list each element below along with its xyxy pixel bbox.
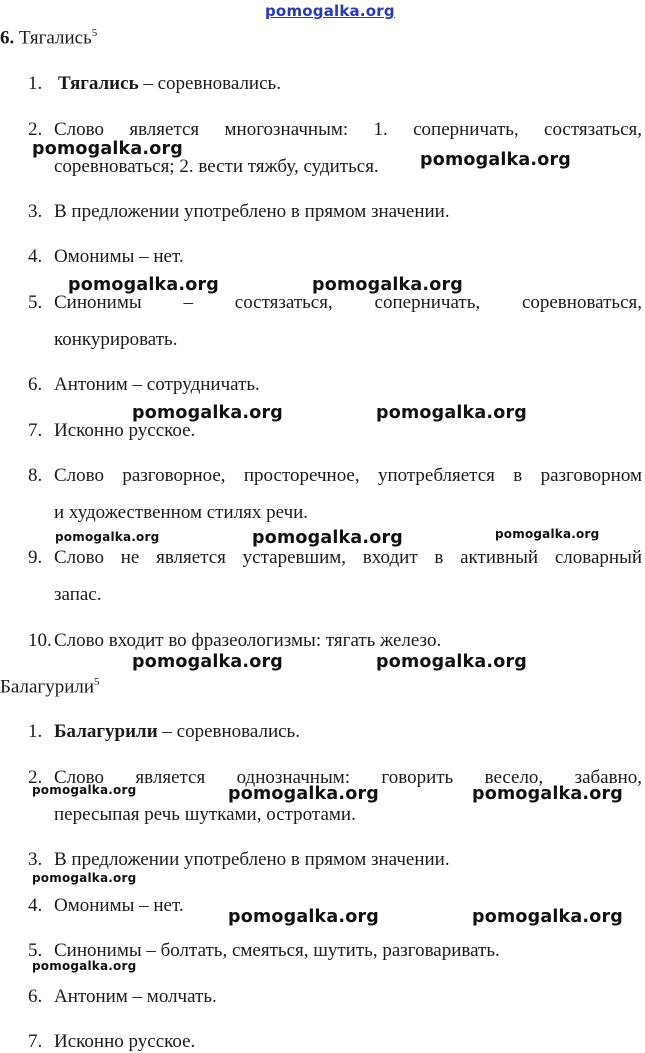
- list-item: Исконно русское.: [54, 420, 196, 441]
- list-item: Антоним – молчать.: [54, 986, 217, 1007]
- list-item-line: соревноваться; 2. вести тяжбу, судиться.: [54, 156, 379, 177]
- section-1-word: Тягались: [19, 27, 92, 49]
- item-number: 3.: [28, 201, 43, 222]
- item-number: 5.: [28, 940, 43, 961]
- section-2-word: Балагурили: [0, 676, 95, 698]
- item-number: 6.: [28, 374, 43, 395]
- list-item: Антоним – сотрудничать.: [54, 374, 260, 395]
- item-number: 2.: [28, 767, 43, 788]
- watermark: pomogalka.org: [32, 871, 137, 885]
- watermark: pomogalka.org: [228, 907, 380, 927]
- item-number: 8.: [28, 465, 43, 486]
- item-number: 1.: [28, 73, 43, 94]
- term-bold: Балагурили: [54, 721, 158, 742]
- list-item: Омонимы – нет.: [54, 246, 184, 267]
- list-item-line: запас.: [54, 584, 102, 605]
- list-item-line: и художественном стилях речи.: [54, 502, 309, 523]
- list-item-line: пересыпая речь шутками, остротами.: [54, 804, 356, 825]
- item-number: 2.: [28, 119, 43, 140]
- watermark: pomogalka.org: [420, 150, 572, 170]
- section-1-sup: 5: [91, 27, 98, 39]
- item-number: 7.: [28, 1031, 43, 1052]
- item-number: 6.: [28, 986, 43, 1007]
- list-item: [58, 74, 281, 93]
- watermark: pomogalka.org: [495, 527, 600, 541]
- watermark: pomogalka.org: [132, 652, 284, 672]
- watermark: pomogalka.org: [376, 652, 528, 672]
- watermark: pomogalka.org: [376, 403, 528, 423]
- item-number: 7.: [28, 420, 43, 441]
- list-item-line: Слово является многозначным: 1. соперничать, состязаться,: [54, 119, 642, 140]
- watermark: pomogalka.org: [132, 403, 284, 423]
- watermark: pomogalka.org: [228, 784, 380, 804]
- list-item-line: Слово не является устаревшим, входит в активный словарный: [54, 547, 642, 568]
- watermark: pomogalka.org: [252, 528, 404, 548]
- item-number: 5.: [28, 292, 43, 313]
- item-number: 10.: [28, 630, 52, 651]
- item-number: 9.: [28, 547, 43, 568]
- watermark: pomogalka.org: [55, 530, 160, 544]
- section-2-heading: [0, 676, 100, 698]
- list-item: В предложении употреблено в прямом значении.: [54, 201, 450, 222]
- list-item-line: Синонимы – состязаться, соперничать, соревноваться,: [54, 292, 642, 313]
- item-number: 4.: [28, 246, 43, 267]
- term-bold: Тягались: [58, 73, 139, 94]
- watermark: pomogalka.org: [312, 275, 464, 295]
- watermark: pomogalka.org: [32, 783, 137, 797]
- watermark-top[interactable]: pomogalka.org: [265, 2, 395, 20]
- item-number: 1.: [28, 721, 43, 742]
- watermark: pomogalka.org: [32, 959, 137, 973]
- watermark: pomogalka.org: [472, 907, 624, 927]
- list-item: Слово входит во фразеологизмы: тягать железо.: [54, 630, 442, 651]
- section-1-heading: [0, 27, 97, 49]
- list-item: [54, 722, 300, 741]
- list-item-line: Слово является однозначным: говорить весело, забавно,: [54, 767, 642, 788]
- section-2-sup: 5: [94, 676, 100, 688]
- section-1-number: 6.: [0, 27, 15, 49]
- list-item: Омонимы – нет.: [54, 895, 184, 916]
- watermark: pomogalka.org: [472, 784, 624, 804]
- list-item-line: конкурировать.: [54, 329, 178, 350]
- list-item-line: Слово разговорное, просторечное, употребляется в разговорном: [54, 465, 642, 486]
- term-definition: – соревновались.: [138, 73, 281, 94]
- watermark: pomogalka.org: [32, 139, 184, 159]
- watermark: pomogalka.org: [68, 275, 220, 295]
- list-item: Синонимы – болтать, смеяться, шутить, разговаривать.: [54, 940, 500, 961]
- item-number: 3.: [28, 849, 43, 870]
- list-item: В предложении употреблено в прямом значении.: [54, 849, 450, 870]
- item-number: 4.: [28, 895, 43, 916]
- list-item: Исконно русское.: [54, 1031, 196, 1052]
- term-definition: – соревновались.: [157, 721, 300, 742]
